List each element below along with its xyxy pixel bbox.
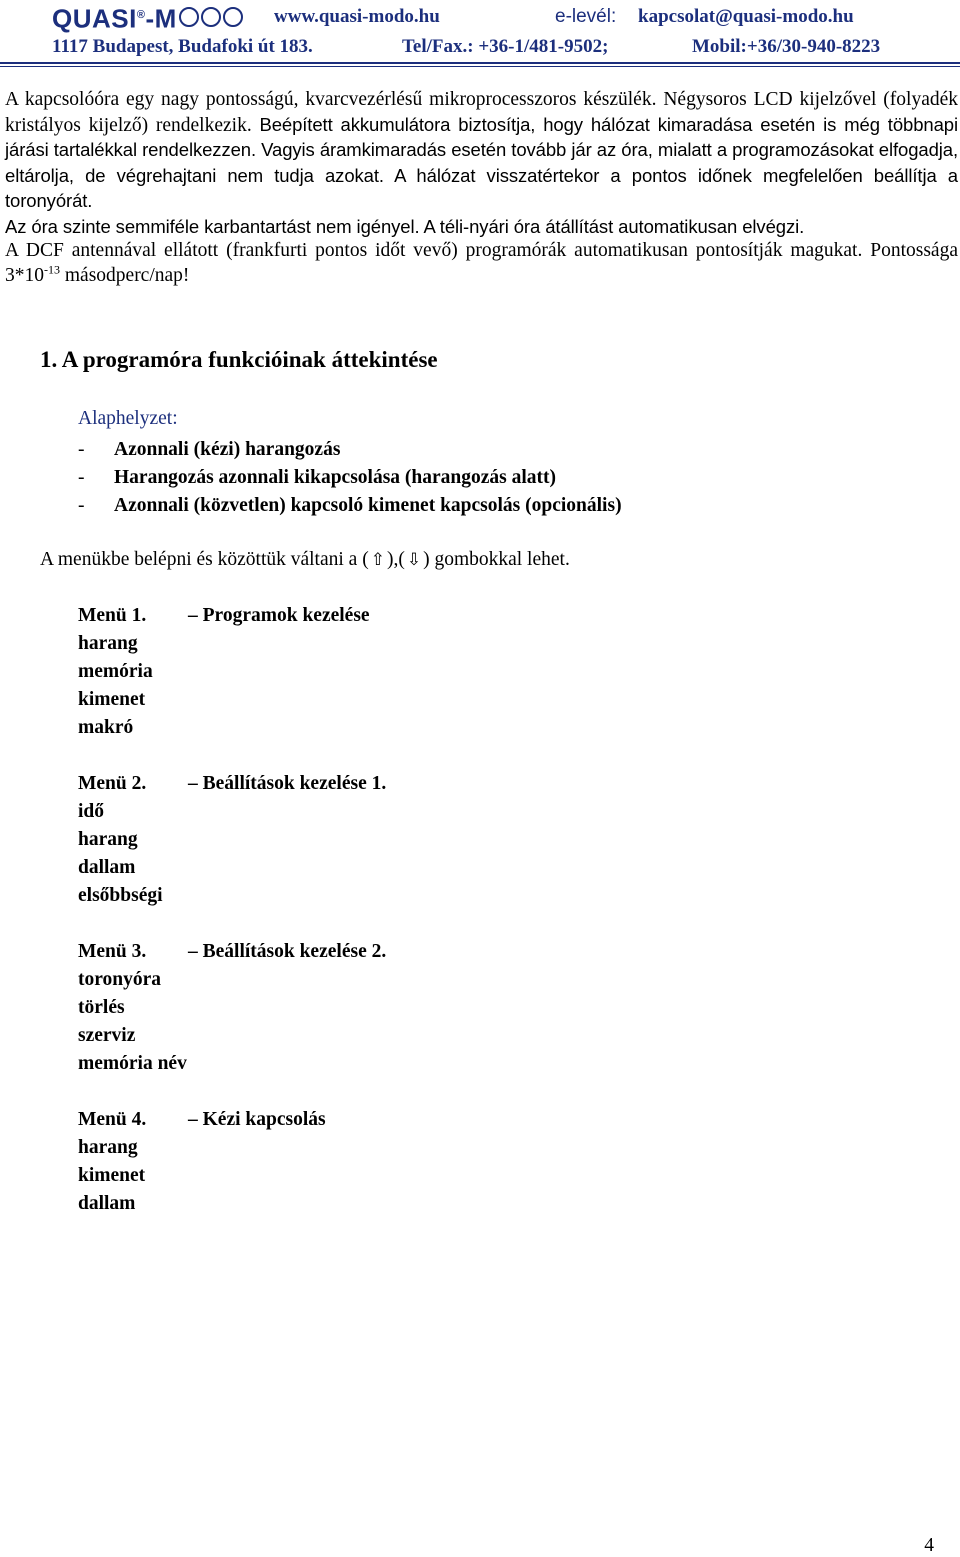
logo-text: QUASI®-M [52, 3, 177, 34]
list-item: - Azonnali (kézi) harangozás [78, 439, 341, 460]
menu-title: Menü 4. – Kézi kapcsolás [78, 1109, 326, 1130]
menu-item: memória név [78, 1053, 187, 1074]
menu-item: dallam [78, 857, 136, 878]
logo-circles [179, 7, 243, 27]
menu-1 [78, 602, 370, 742]
menu-item: makró [78, 717, 134, 738]
menu-item: elsőbbségi [78, 885, 163, 906]
base-state-list [78, 436, 622, 520]
menu-item: memória [78, 661, 153, 682]
menu-item: kimenet [78, 689, 146, 710]
page-header [0, 0, 960, 70]
intro-paragraph-1: A kapcsolóóra egy nagy pontosságú, kvarcvezérlésű mikroprocesszoros készülék. Négysoros LCD kijelzővel (folyadék kristályos kijelző) rendelkezik. Beépített akkumulátora biztosítja, hogy hálózat kimaradása esetén is még többnapi járási tartalékkal rendelkezzen. Vagyis áramkimaradás esetén tovább jár az óra, mialatt a programozásokat elfogadja, eltárolja, de végrehajtani nem tudja azokat. A hálózat visszatértekor a pontos időnek megfelelően beállítja a toronyórát. [5, 89, 958, 211]
menu-2 [78, 770, 386, 910]
up-arrow-icon: ⇧ [370, 550, 385, 570]
section-title: 1. A programóra funkcióinak áttekintése [40, 347, 438, 372]
menu-title: Menü 2. – Beállítások kezelése 1. [78, 773, 387, 794]
page-number: 4 [924, 1535, 934, 1556]
intro-paragraph-3: A DCF antennával ellátott (frankfurti pontos időt vevő) programórák automatikusan pontosítják magukat. Pontossága $3*10^{-13}$ másodperc/nap! [5, 240, 958, 286]
menu-3 [78, 938, 386, 1078]
menu-item: toronyóra [78, 969, 162, 990]
intro-paragraph-1b: Beépített akkumulátora biztosítja, hogy hálózat kimaradása esetén is még többnapi járási tartalékkal rendelkezzen. Vagyis áramkimaradás esetén tovább jár az óra, mialatt a programozásokat elfogadja, eltárolja, de végrehajtani nem tudja azokat. A hálózat visszatértekor a pontos időnek megfelelően beállítja a toronyórát. [5, 113, 958, 211]
menu-item: törlés [78, 997, 125, 1018]
menu-4 [78, 1106, 326, 1218]
header-rule-thin [0, 66, 960, 67]
menu-item: kimenet [78, 1165, 146, 1186]
header-mobil: Mobil:+36/30-940-8223 [692, 36, 881, 57]
company-logo [52, 2, 243, 32]
menu-item: harang [78, 829, 138, 850]
header-website[interactable]: www.quasi-modo.hu [274, 6, 440, 27]
header-email[interactable]: kapcsolat@quasi-modo.hu [638, 6, 854, 27]
menu-item: dallam [78, 1193, 136, 1214]
menu-item: harang [78, 633, 138, 654]
list-item: - Harangozás azonnali kikapcsolása (harangozás alatt) [78, 467, 557, 488]
intro-text [5, 88, 958, 288]
list-item: - Azonnali (közvetlen) kapcsoló kimenet kapcsolás (opcionális) [78, 495, 622, 516]
menu-item: szerviz [78, 1025, 136, 1046]
base-state-label: Alaphelyzet: [78, 408, 178, 429]
header-rule [0, 62, 960, 64]
header-tel: Tel/Fax.: +36-1/481-9502; [402, 36, 609, 57]
menu-item: idő [78, 801, 105, 822]
menu-item: harang [78, 1137, 138, 1158]
down-arrow-icon: ⇩ [406, 550, 422, 570]
menu-title: Menü 1. – Programok kezelése [78, 605, 370, 626]
header-address: 1117 Budapest, Budafoki út 183. [52, 36, 313, 57]
exponent: -13 [44, 262, 60, 276]
header-email-label: e-levél: [555, 6, 617, 27]
menu-navigation-note: A menükbe belépni és közöttük váltani a ( ⇧ ),( ⇩ ) gombokkal lehet. [40, 546, 570, 574]
menu-title: Menü 3. – Beállítások kezelése 2. [78, 941, 387, 962]
intro-paragraph-2: Az óra szinte semmiféle karbantartást nem igényel. A téli-nyári óra átállítást automatikusan elvégzi. [5, 215, 805, 237]
